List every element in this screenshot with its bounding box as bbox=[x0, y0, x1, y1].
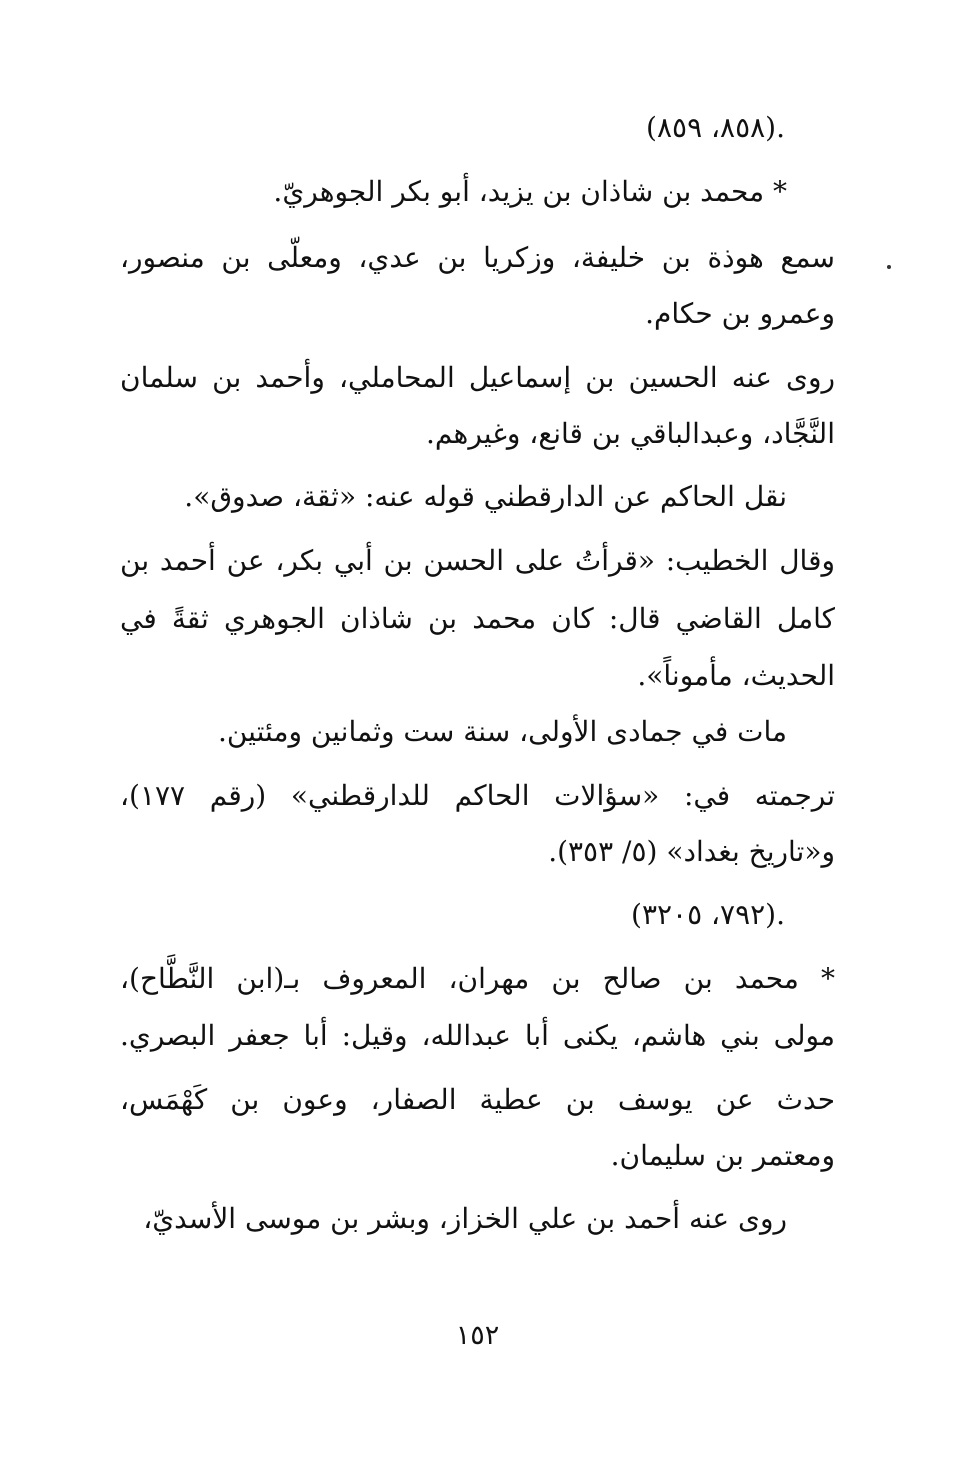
entry-heading-muhammad-ibn-shadhan: * محمد بن شاذان بن يزيد، أبو بكر الجوهريّ. bbox=[273, 175, 787, 208]
text-line: و«تاريخ بغداد» (٥/ ٣٥٣). bbox=[548, 835, 835, 868]
text-line: حدث عن يوسف بن عطية الصفار، وعون بن كَهْمَس، bbox=[120, 1083, 835, 1116]
text-line: وعمرو بن حكام. bbox=[645, 297, 835, 330]
text-line: مولى بني هاشم، يكنى أبا عبدالله، وقيل: أبا جعفر البصري. bbox=[120, 1019, 835, 1052]
text-line: نقل الحاكم عن الدارقطني قوله عنه: «ثقة، صدوق». bbox=[184, 480, 787, 513]
reference-numbers-2: .(٧٩٢، ٣٢٠٥) bbox=[631, 898, 785, 931]
text-line: وقال الخطيب: «قرأتُ على الحسن بن أبي بكر، عن أحمد بن bbox=[120, 544, 835, 577]
text-line: الحديث، مأموناً». bbox=[637, 659, 835, 692]
text-line: روى عنه أحمد بن علي الخزاز، وبشر بن موسى الأسديّ، bbox=[143, 1202, 787, 1235]
page-number: ١٥٢ bbox=[455, 1320, 500, 1351]
margin-dot bbox=[887, 265, 891, 269]
reference-numbers-1: .(٨٥٨، ٨٥٩) bbox=[646, 111, 785, 144]
text-line: ومعتمر بن سليمان. bbox=[610, 1139, 835, 1172]
text-line: كامل القاضي قال: كان محمد بن شاذان الجوهري ثقةً في bbox=[120, 602, 835, 635]
text-line: النَّجَّاد، وعبدالباقي بن قانع، وغيرهم. bbox=[426, 417, 835, 450]
text-line: مات في جمادى الأولى، سنة ست وثمانين ومئتين. bbox=[217, 715, 787, 748]
text-line: سمع هوذة بن خليفة، وزكريا بن عدي، ومعلّى بن منصور، bbox=[120, 241, 835, 274]
text-line: ترجمته في: «سؤالات الحاكم للدارقطني» (رقم ١٧٧)، bbox=[120, 779, 835, 812]
entry-heading-muhammad-ibn-salih: * محمد بن صالح بن مهران، المعروف بـ(ابن النَّطَّاح)، bbox=[120, 962, 835, 995]
text-line: روى عنه الحسين بن إسماعيل المحاملي، وأحمد بن سلمان bbox=[120, 361, 835, 394]
